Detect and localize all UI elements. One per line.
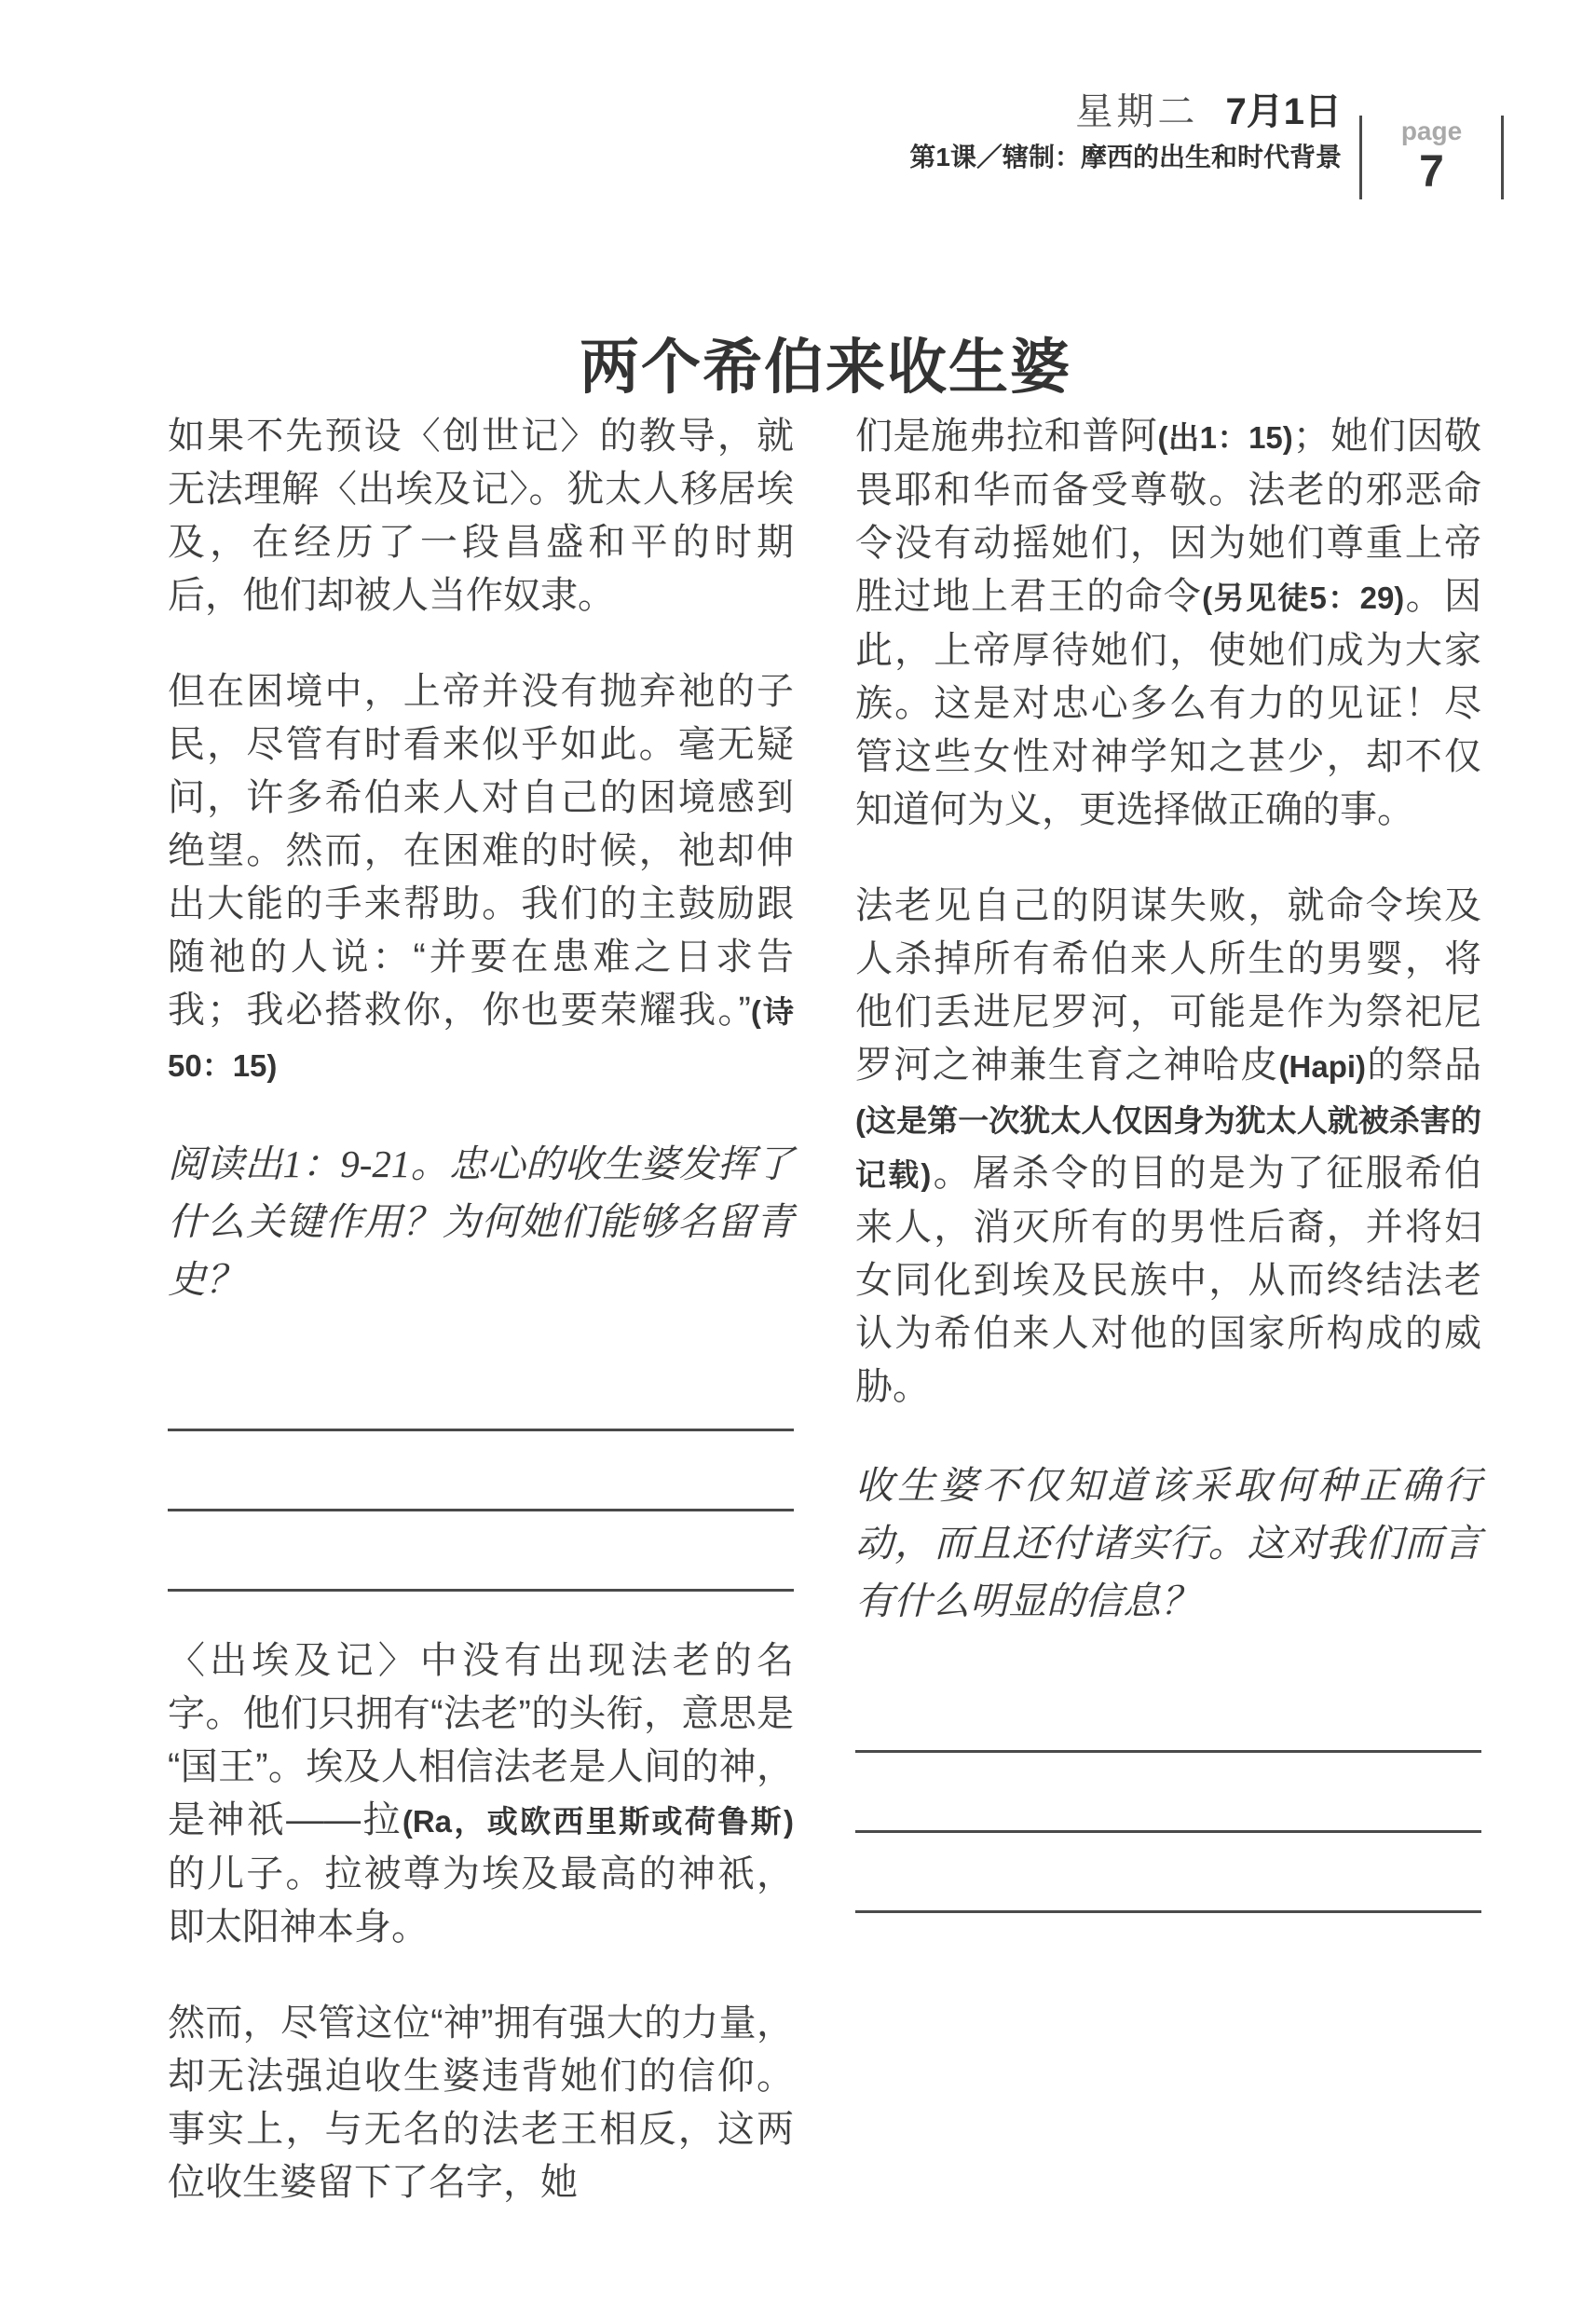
header-date-line xyxy=(909,89,1342,134)
scripture-reference: (诗50：15) xyxy=(168,994,794,1083)
text-run: ；她们因敬畏耶和华而备受尊敬。法老的邪恶命令没有动摇她们，因为她们尊重上帝胜过地上君王的命令 xyxy=(855,416,1482,617)
answer-line xyxy=(855,1673,1481,1753)
text-run: 们是施弗拉和普阿 xyxy=(855,416,1158,457)
page-label: page xyxy=(1400,116,1463,145)
page-number: 7 xyxy=(1419,146,1444,197)
article-title: 两个希伯来收生婆 xyxy=(580,334,1071,401)
question-paragraph xyxy=(168,1135,794,1308)
scripture-reference: (出1：15) xyxy=(1157,420,1293,455)
answer-line xyxy=(855,1833,1481,1913)
weekday-label: 星期二 xyxy=(1075,91,1199,132)
text-run: 的儿子。拉被尊为埃及最高的神祇，即太阳神本身。 xyxy=(168,1853,794,1948)
text-run: 然而，尽管这位“神”拥有强大的力量，却无法强迫收生婆违背她们的信仰。事实上，与无名的法老王相反，这两位收生婆留下了名字，她 xyxy=(168,2003,794,2203)
body-paragraph xyxy=(168,665,794,1092)
text-run: 如果不先预设〈创世记〉的教导，就无法理解〈出埃及记〉。犹太人移居埃及，在经历了一段昌盛和平的时期后，他们却被人当作奴隶。 xyxy=(168,416,794,616)
text-run: 的祭品 xyxy=(1366,1045,1482,1086)
scripture-reference: (Ra，或欧西里斯或荷鲁斯) xyxy=(402,1804,794,1839)
text-run: 〈出埃及记〉中没有出现法老的名字。他们只拥有“法老”的头衔，意思是“国王”。埃及人相信法老是人间的神，是神祇——拉 xyxy=(168,1640,794,1840)
left-column xyxy=(168,410,794,2252)
text-run: 。屠杀令的目的是为了征服希伯来人，消灭所有的男性后裔，并将妇女同化到埃及民族中，从而终结法老认为希伯来人对他的国家所构成的威胁。 xyxy=(855,1153,1481,1407)
answer-line xyxy=(168,1511,794,1592)
scripture-reference: (另见徒5：29) xyxy=(1202,581,1405,615)
answer-line xyxy=(168,1431,794,1511)
text-run: 。因此，上帝厚待她们，使她们成为大家族。这是对忠心多么有力的见证！尽管这些女性对神学知之甚少，却不仅知道何为义，更选择做正确的事。 xyxy=(855,576,1481,830)
body-paragraph xyxy=(168,1634,794,1954)
scripture-reference: (Hapi) xyxy=(1278,1049,1367,1084)
lesson-title-line: 第1课／辖制：摩西的出生和时代背景 xyxy=(909,143,1342,171)
body-paragraph xyxy=(855,410,1481,837)
answer-line xyxy=(855,1753,1481,1833)
text-run: 法老见自己的阴谋失败，就命令埃及人杀掉所有希伯来人所生的男婴，将他们丢进尼罗河，可能是作为祭祀尼罗河之神兼生育之神哈皮 xyxy=(855,885,1481,1086)
answer-lines xyxy=(855,1673,1481,1913)
scripture-reference: (这是第一次犹太人仅因身为犹太人就被杀害的记载) xyxy=(855,1103,1481,1192)
question-paragraph xyxy=(855,1456,1481,1630)
page-number-box xyxy=(1359,116,1504,199)
text-run: 但在困境中，上帝并没有抛弃祂的子民，尽管有时看来似乎如此。毫无疑问，许多希伯来人对自己的困境感到绝望。然而，在困难的时候，祂却伸出大能的手来帮助。我们的主鼓励跟随祂的人说：“并要在患难之日求告我；我必搭救你，你也要荣耀我。” xyxy=(168,671,794,1031)
date-label: 7月1日 xyxy=(1225,91,1342,132)
body-paragraph xyxy=(168,410,794,622)
answer-line xyxy=(168,1351,794,1431)
body-paragraph xyxy=(855,880,1481,1414)
body-paragraph xyxy=(168,1997,794,2209)
page-header xyxy=(909,89,1342,173)
text-run: 阅读出1：9-21。忠心的收生婆发挥了什么关键作用？为何她们能够名留青史？ xyxy=(168,1142,794,1301)
right-column xyxy=(855,410,1481,1956)
text-run: 收生婆不仅知道该采取何种正确行动，而且还付诸实行。这对我们而言有什么明显的信息？ xyxy=(855,1464,1481,1622)
answer-lines xyxy=(168,1351,794,1592)
